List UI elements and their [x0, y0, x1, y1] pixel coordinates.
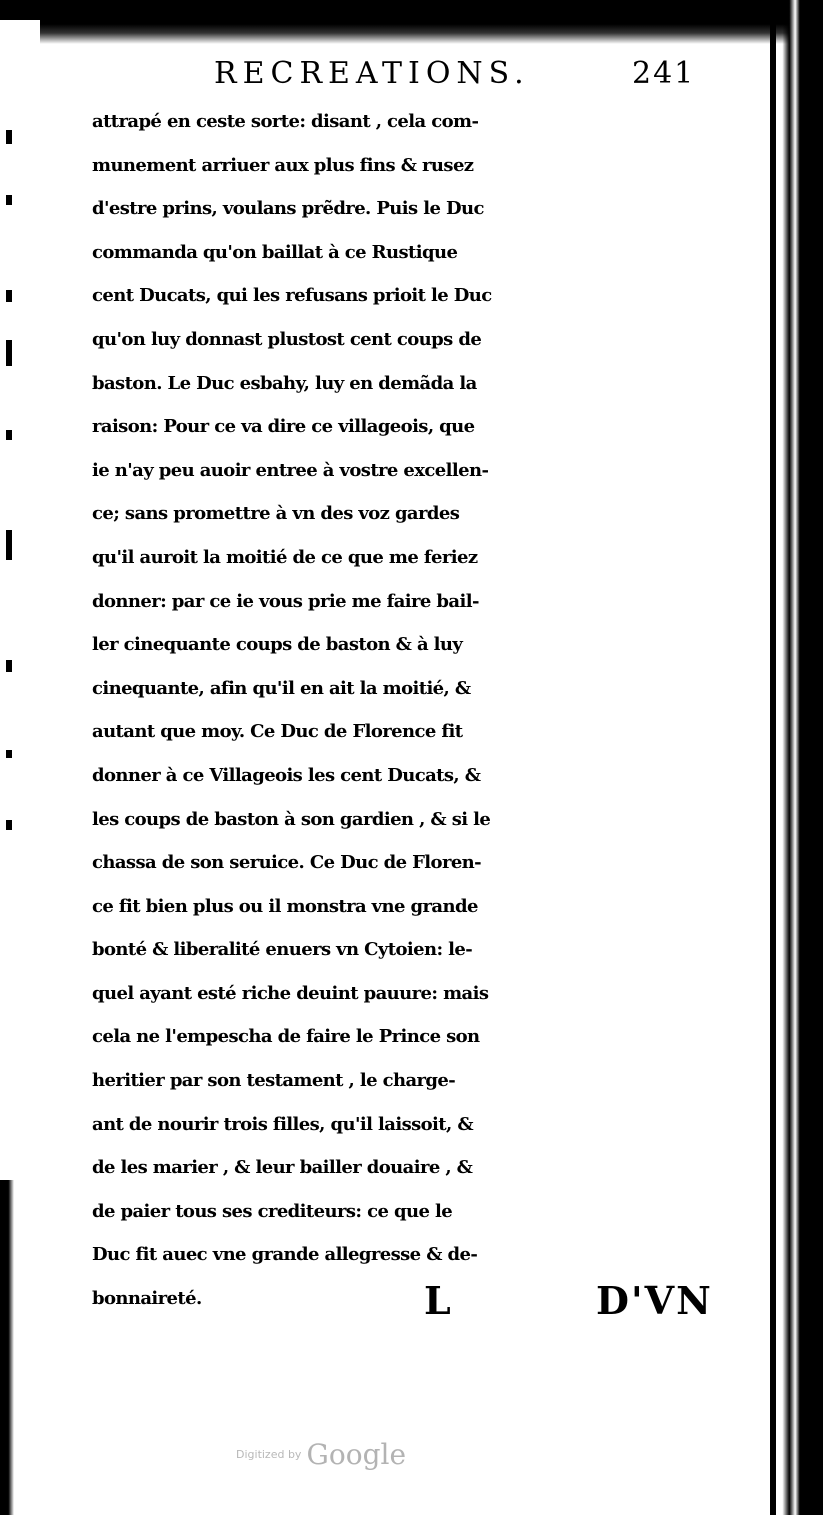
body-text — [92, 100, 722, 1321]
text-line: quel ayant esté riche deuint pauure: mais — [92, 982, 489, 1004]
scan-edge-left — [0, 1180, 14, 1515]
signature-mark: L — [424, 1278, 451, 1323]
running-head-title: RECREATIONS. — [214, 56, 530, 91]
running-head — [214, 56, 714, 96]
text-line: de les marier , & leur bailler douaire , & — [92, 1157, 473, 1179]
text-line: ie n'ay peu auoir entree à vostre excellen- — [92, 459, 489, 481]
text-line: heritier par son testament , le charge- — [92, 1070, 456, 1092]
text-line: cela ne l'empescha de faire le Prince son — [92, 1026, 480, 1048]
text-line: bonté & liberalité enuers vn Cytoien: le- — [92, 939, 473, 961]
text-line: qu'on luy donnast plustost cent coups de — [92, 328, 482, 350]
text-line: donner: par ce ie vous prie me faire bail- — [92, 590, 479, 612]
text-line: commanda qu'on baillat à ce Rustique — [92, 241, 458, 263]
digitization-watermark — [236, 1438, 406, 1471]
text-line: d'estre prins, voulans prẽdre. Puis le Duc — [92, 198, 484, 220]
catchword: D'VN — [596, 1278, 713, 1323]
text-line: donner à ce Villageois les cent Ducats, & — [92, 764, 481, 786]
text-line: ce fit bien plus ou il monstra vne grande — [92, 895, 478, 917]
text-line: raison: Pour ce va dire ce villageois, que — [92, 416, 475, 438]
scan-edge-top — [40, 0, 823, 44]
google-logo: Google — [306, 1438, 407, 1471]
text-line: les coups de baston à son gardien , & si le — [92, 808, 491, 830]
text-line: attrapé en ceste sorte: disant , cela com- — [92, 111, 479, 132]
text-line: Duc fit auec vne grande allegresse & de- — [92, 1244, 478, 1266]
page-number: 241 — [632, 56, 696, 91]
text-line: autant que moy. Ce Duc de Florence fit — [92, 721, 463, 743]
scan-edge-right-line — [770, 0, 776, 1515]
text-line: bonnaireté. — [92, 1288, 202, 1310]
text-line: qu'il auroit la moitié de ce que me feriez — [92, 546, 478, 568]
text-line: de paier tous ses crediteurs: ce que le — [92, 1200, 453, 1222]
text-line: cinequante, afin qu'il en ait la moitié, & — [92, 677, 471, 699]
text-line: ler cinequante coups de baston & à luy — [92, 634, 463, 656]
text-line: chassa de son seruice. Ce Duc de Floren- — [92, 852, 482, 874]
watermark-prefix: Digitized by — [236, 1448, 302, 1461]
text-line: cent Ducats, qui les refusans prioit le Duc — [92, 285, 492, 307]
text-line: ce; sans promettre à vn des voz gardes — [92, 503, 460, 525]
text-line: baston. Le Duc esbahy, luy en demãda la — [92, 372, 477, 394]
text-line: ant de nourir trois filles, qu'il laissoit, & — [92, 1113, 473, 1135]
left-margin-bleed-marks — [0, 100, 24, 1200]
text-line: munement arriuer aux plus fins & rusez — [92, 154, 474, 176]
